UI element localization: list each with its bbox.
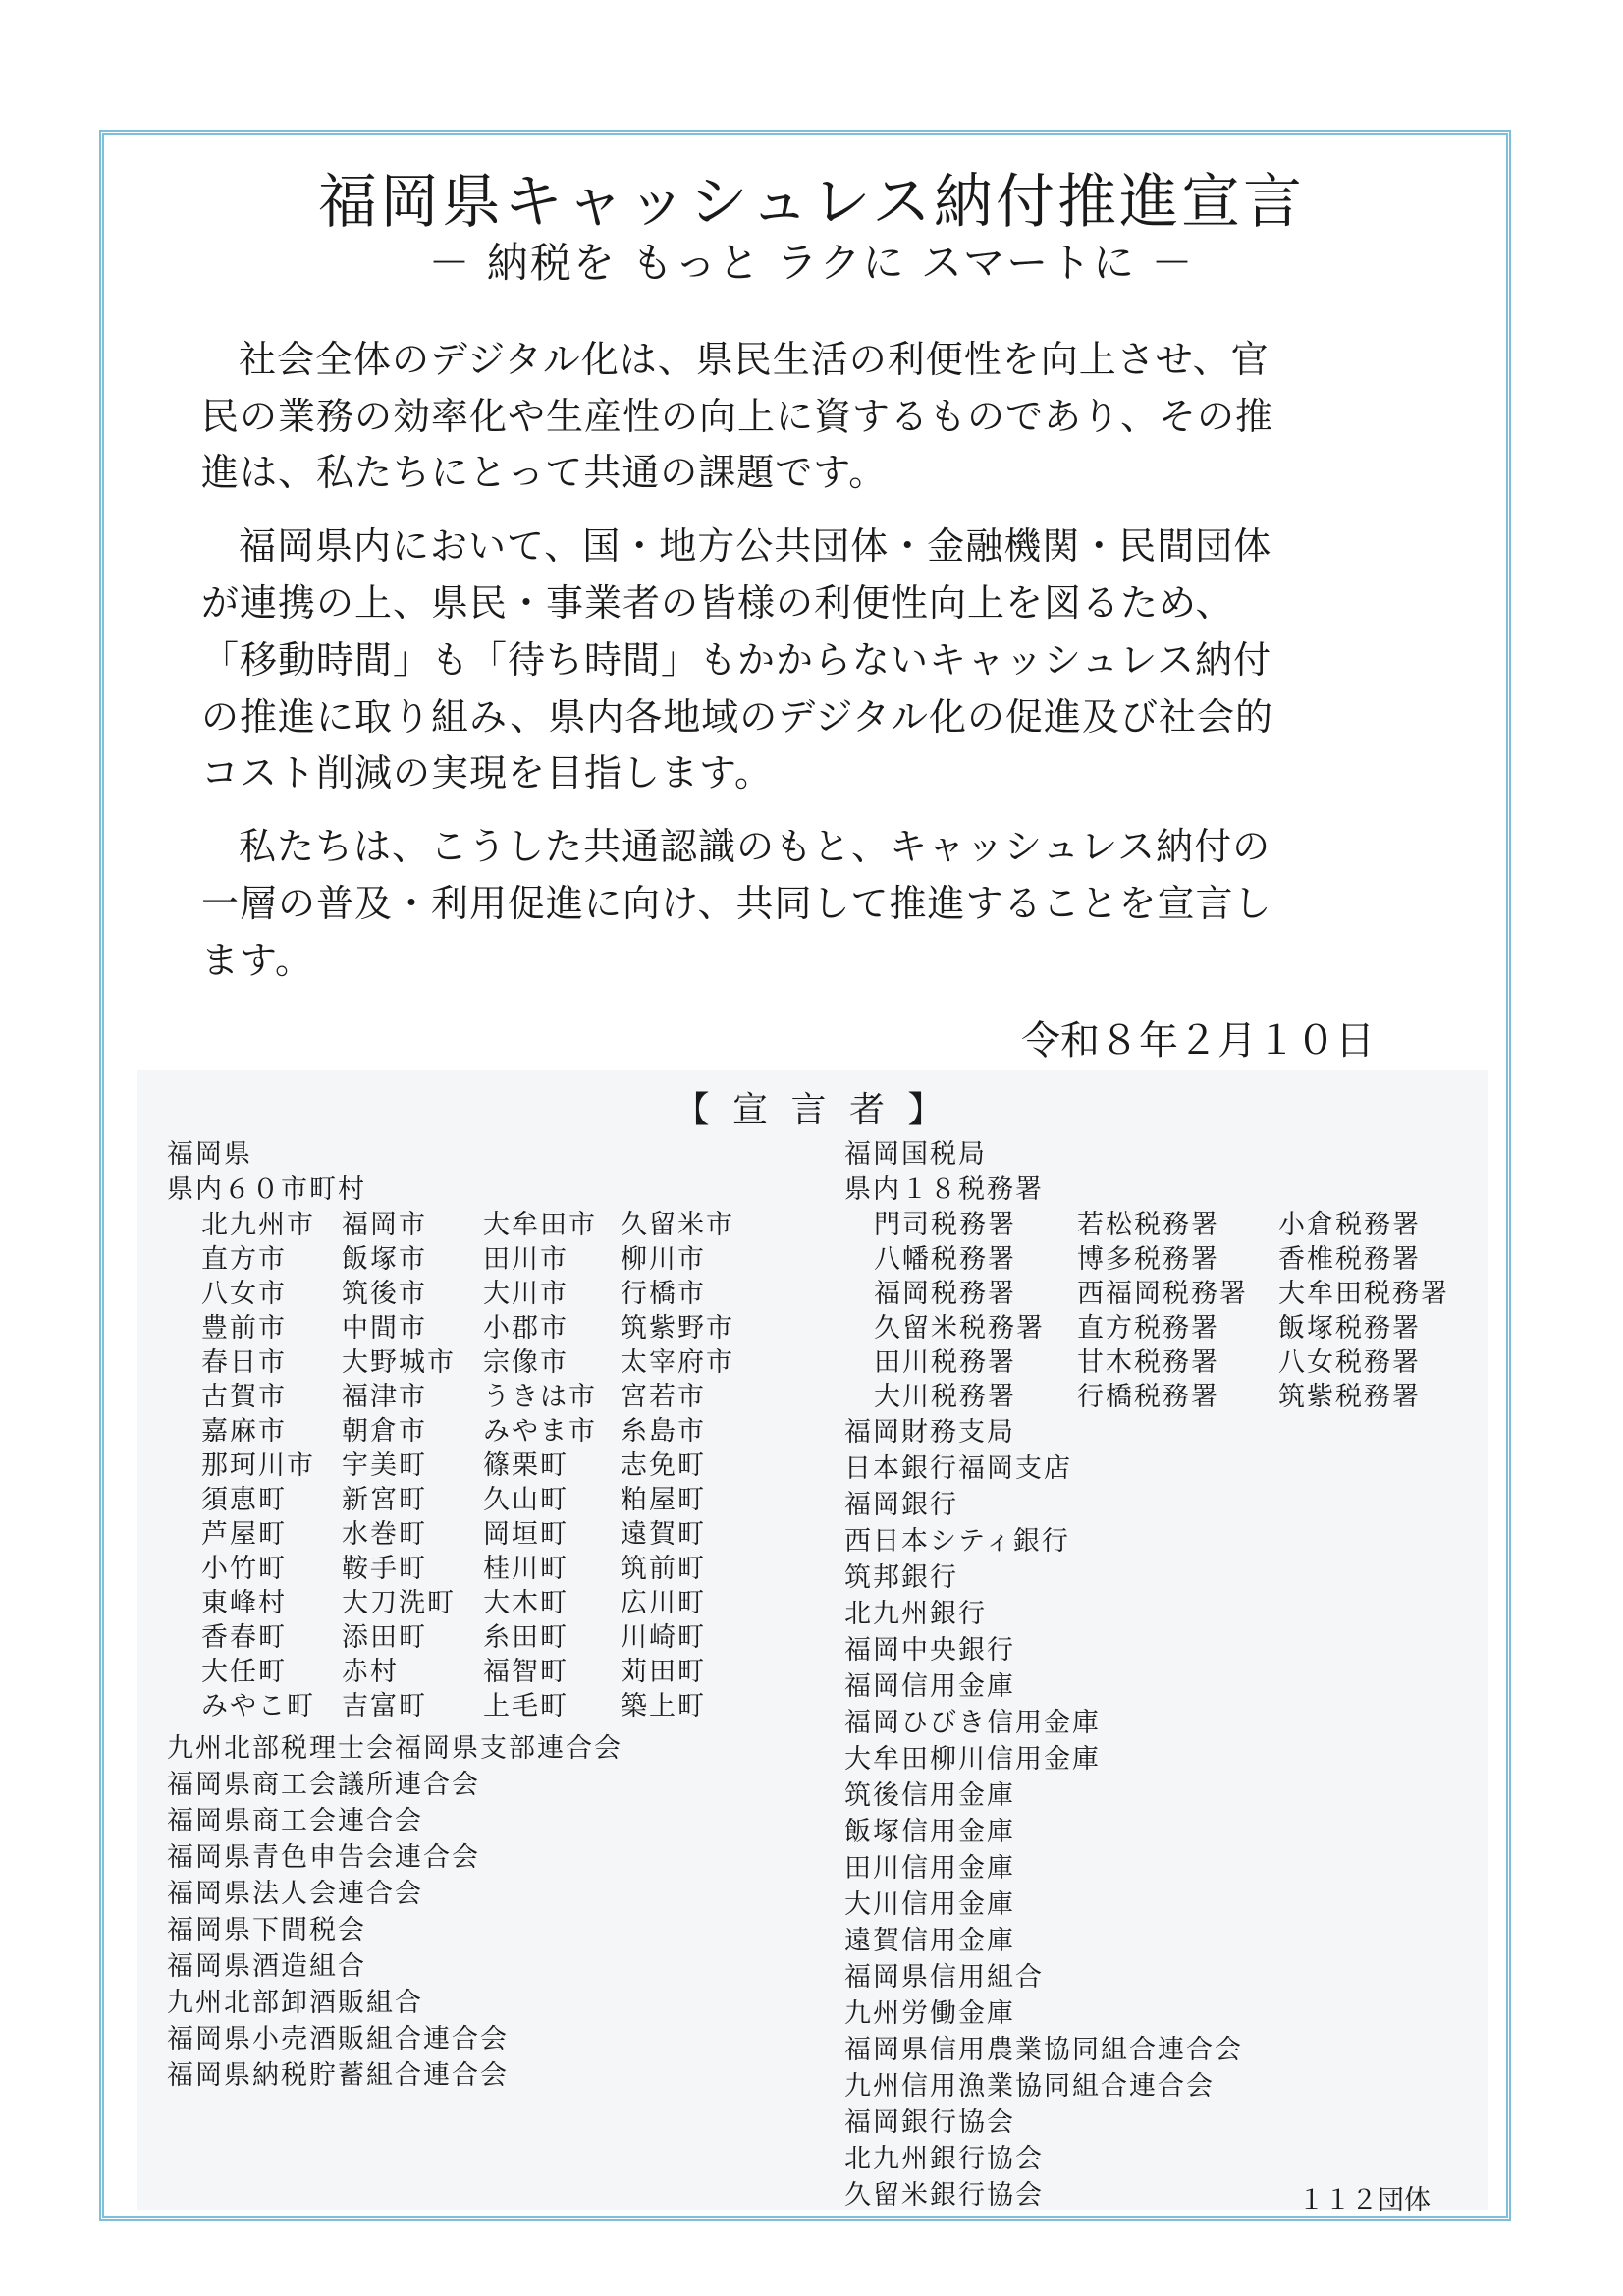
signer-organization: 福岡県法人会連合会 <box>167 1879 423 1909</box>
signer-organization: 九州労働金庫 <box>844 1998 1015 2029</box>
municipality: 苅田町 <box>621 1657 706 1687</box>
municipality: 太宰府市 <box>621 1347 734 1378</box>
municipality: 小郡市 <box>483 1313 568 1343</box>
municipality: 福智町 <box>483 1657 568 1687</box>
tax-office: 門司税務署 <box>874 1210 1016 1240</box>
body-line: が連携の上、県民・事業者の皆様の利便性向上を図るため、 <box>201 581 1234 625</box>
document-subtitle: － 納税を もっと ラクに スマートに － <box>428 239 1195 287</box>
body-line: ます。 <box>201 939 313 982</box>
body-line: 社会全体のデジタル化は、県民生活の利便性を向上させ、官 <box>239 338 1270 381</box>
municipality: 春日市 <box>201 1347 287 1378</box>
document-title: 福岡県キャッシュレス納付推進宣言 <box>318 168 1305 237</box>
signer-organization: 福岡銀行 <box>844 1490 958 1520</box>
municipality: 桂川町 <box>483 1554 568 1584</box>
municipality: 筑後市 <box>342 1279 427 1309</box>
body-line: の推進に取り組み、県内各地域のデジタル化の促進及び社会的 <box>201 695 1274 738</box>
municipality: 添田町 <box>342 1622 427 1653</box>
signer-organization: 福岡県酒造組合 <box>167 1951 366 1982</box>
tax-office: 香椎税務署 <box>1278 1244 1421 1275</box>
municipality: 築上町 <box>621 1691 706 1722</box>
municipality: 古賀市 <box>201 1382 287 1412</box>
municipality: 直方市 <box>201 1244 287 1275</box>
municipality: 香春町 <box>201 1622 287 1653</box>
signer-organization: 筑邦銀行 <box>844 1562 958 1593</box>
municipality: 行橋市 <box>621 1279 706 1309</box>
tax-offices-heading: 県内１８税務署 <box>844 1175 1044 1205</box>
signer-organization: 福岡財務支局 <box>844 1417 1015 1448</box>
signer-organization: 福岡県下間税会 <box>167 1915 366 1945</box>
municipality: 大任町 <box>201 1657 287 1687</box>
municipality: 芦屋町 <box>201 1519 287 1550</box>
municipality: 久留米市 <box>621 1210 734 1240</box>
municipality: 東峰村 <box>201 1588 287 1618</box>
tax-office: 田川税務署 <box>874 1347 1016 1378</box>
tax-office: 西福岡税務署 <box>1077 1279 1248 1309</box>
signer-organization: 福岡銀行協会 <box>844 2107 1015 2138</box>
municipality: うきは市 <box>483 1382 597 1412</box>
signer-organization: 福岡県納税貯蓄組合連合会 <box>167 2060 509 2091</box>
municipality: 糸田町 <box>483 1622 568 1653</box>
signer-organization: 飯塚信用金庫 <box>844 1817 1015 1847</box>
municipality: 北九州市 <box>201 1210 315 1240</box>
municipality: 朝倉市 <box>342 1416 427 1447</box>
municipality: 宮若市 <box>621 1382 706 1412</box>
municipality: 大川市 <box>483 1279 568 1309</box>
signer-tax-bureau: 福岡国税局 <box>844 1139 987 1170</box>
body-line: 民の業務の効率化や生産性の向上に資するものであり、その推 <box>201 395 1274 438</box>
municipality: 柳川市 <box>621 1244 706 1275</box>
tax-office: 飯塚税務署 <box>1278 1313 1421 1343</box>
body-line: 進は、私たちにとって共通の課題です。 <box>201 451 888 494</box>
municipality: 大刀洗町 <box>342 1588 456 1618</box>
municipality: 糸島市 <box>621 1416 706 1447</box>
municipality: 筑前町 <box>621 1554 706 1584</box>
tax-office: 行橋税務署 <box>1077 1382 1219 1412</box>
municipality: 福津市 <box>342 1382 427 1412</box>
municipality: 水巻町 <box>342 1519 427 1550</box>
municipality: 志免町 <box>621 1450 706 1481</box>
municipality: 広川町 <box>621 1588 706 1618</box>
signer-organization: 九州北部卸酒販組合 <box>167 1988 423 2018</box>
signer-organization: 日本銀行福岡支店 <box>844 1453 1072 1484</box>
signer-organization: 大牟田柳川信用金庫 <box>844 1744 1101 1775</box>
signer-organization: 北九州銀行協会 <box>844 2144 1044 2174</box>
municipality: 川崎町 <box>621 1622 706 1653</box>
signer-organization: 福岡県信用組合 <box>844 1962 1044 1993</box>
signer-organization: 九州信用漁業協同組合連合会 <box>844 2071 1215 2102</box>
body-line: 福岡県内において、国・地方公共団体・金融機関・民間団体 <box>239 524 1272 568</box>
signer-organization: 大川信用金庫 <box>844 1889 1015 1920</box>
tax-office: 筑紫税務署 <box>1278 1382 1421 1412</box>
municipality: 筑紫野市 <box>621 1313 734 1343</box>
municipality: 八女市 <box>201 1279 287 1309</box>
signer-organization: 北九州銀行 <box>844 1599 987 1629</box>
municipality: 篠栗町 <box>483 1450 568 1481</box>
body-line: 私たちは、こうした共通認識のもと、キャッシュレス納付の <box>239 825 1271 868</box>
tax-office: 大川税務署 <box>874 1382 1016 1412</box>
signer-organization: 福岡県青色申告会連合会 <box>167 1842 480 1873</box>
municipality: 遠賀町 <box>621 1519 706 1550</box>
municipality: 宇美町 <box>342 1450 427 1481</box>
tax-office: 福岡税務署 <box>874 1279 1016 1309</box>
signer-organization: 福岡ひびき信用金庫 <box>844 1708 1101 1738</box>
municipality: 那珂川市 <box>201 1450 315 1481</box>
municipalities-heading: 県内６０市町村 <box>167 1175 366 1205</box>
municipality: 久山町 <box>483 1485 568 1515</box>
municipality: 大木町 <box>483 1588 568 1618</box>
tax-office: 八幡税務署 <box>874 1244 1016 1275</box>
municipality: 小竹町 <box>201 1554 287 1584</box>
tax-office: 博多税務署 <box>1077 1244 1219 1275</box>
municipality: 粕屋町 <box>621 1485 706 1515</box>
signer-organization: 福岡県信用農業協同組合連合会 <box>844 2035 1243 2065</box>
signer-organization: 西日本シティ銀行 <box>844 1526 1070 1557</box>
municipality: 鞍手町 <box>342 1554 427 1584</box>
municipality: みやま市 <box>483 1416 597 1447</box>
municipality: 新宮町 <box>342 1485 427 1515</box>
body-line: 一層の普及・利用促進に向け、共同して推進することを宣言し <box>201 882 1272 925</box>
signer-organization: 筑後信用金庫 <box>844 1780 1015 1811</box>
municipality: 豊前市 <box>201 1313 287 1343</box>
body-line: 「移動時間」も「待ち時間」もかからないキャッシュレス納付 <box>201 638 1272 682</box>
declaration-date: 令和８年２月１０日 <box>1021 1018 1375 1064</box>
municipality: 飯塚市 <box>342 1244 427 1275</box>
signer-organization: 久留米銀行協会 <box>844 2180 1044 2211</box>
municipality: 大野城市 <box>342 1347 456 1378</box>
signer-organization: 九州北部税理士会福岡県支部連合会 <box>167 1733 622 1764</box>
tax-office: 大牟田税務署 <box>1278 1279 1449 1309</box>
tax-office: 直方税務署 <box>1077 1313 1219 1343</box>
municipality: 大牟田市 <box>483 1210 597 1240</box>
municipality: 嘉麻市 <box>201 1416 287 1447</box>
municipality: 宗像市 <box>483 1347 568 1378</box>
signer-organization: 福岡中央銀行 <box>844 1635 1015 1666</box>
signers-heading: 【 宣 言 者 】 <box>674 1090 949 1130</box>
municipality: 赤村 <box>342 1657 399 1687</box>
tax-office: 久留米税務署 <box>874 1313 1045 1343</box>
tax-office: 八女税務署 <box>1278 1347 1421 1378</box>
municipality: 田川市 <box>483 1244 568 1275</box>
signer-prefecture: 福岡県 <box>167 1139 252 1170</box>
municipality: 福岡市 <box>342 1210 427 1240</box>
tax-office: 甘木税務署 <box>1077 1347 1219 1378</box>
signer-organization: 福岡信用金庫 <box>844 1671 1015 1702</box>
tax-office: 若松税務署 <box>1077 1210 1219 1240</box>
total-count: １１２団体 <box>1298 2185 1431 2215</box>
signer-organization: 遠賀信用金庫 <box>844 1926 1015 1956</box>
signer-organization: 福岡県商工会議所連合会 <box>167 1770 480 1800</box>
municipality: みやこ町 <box>201 1691 315 1722</box>
municipality: 中間市 <box>342 1313 427 1343</box>
body-line: コスト削減の実現を目指します。 <box>201 751 773 794</box>
signer-organization: 福岡県小売酒販組合連合会 <box>167 2024 509 2054</box>
tax-office: 小倉税務署 <box>1278 1210 1421 1240</box>
municipality: 岡垣町 <box>483 1519 568 1550</box>
municipality: 上毛町 <box>483 1691 568 1722</box>
signer-organization: 田川信用金庫 <box>844 1853 1015 1884</box>
signer-organization: 福岡県商工会連合会 <box>167 1806 423 1836</box>
municipality: 吉富町 <box>342 1691 427 1722</box>
municipality: 須恵町 <box>201 1485 287 1515</box>
